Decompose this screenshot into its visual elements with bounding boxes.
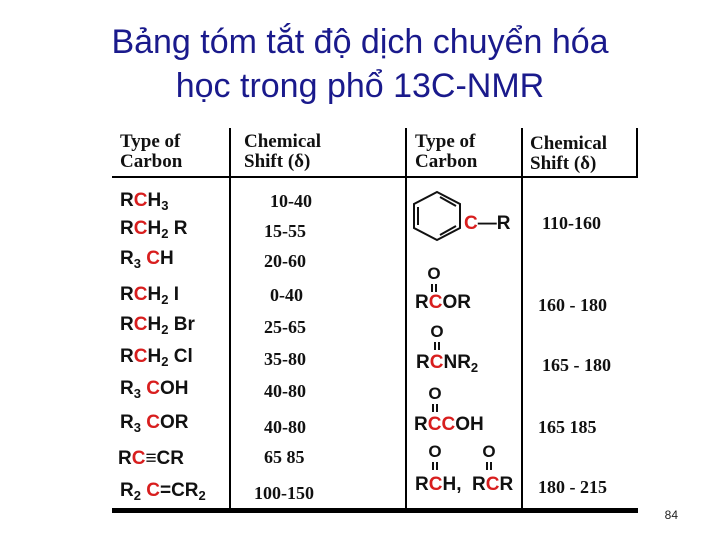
structure-rch2cl: $RCH_2$ Cl	[120, 346, 193, 369]
header-right-type	[415, 132, 477, 172]
shift-value: 15-55	[264, 221, 306, 241]
structure-rch2r: $RCH_2$ R	[120, 218, 188, 241]
shift-value: 35-80	[264, 349, 306, 369]
shift-value: 65 85	[264, 447, 305, 467]
header-right-type-line1: Type of	[415, 131, 476, 152]
oxygen-label: O	[430, 322, 444, 341]
structure-aromatic: C—R	[464, 213, 511, 234]
structure-aldehyde-ketone: RCH, RCR	[415, 474, 514, 495]
double-bond-icon	[431, 284, 437, 292]
header-right-shift-line1: Chemical	[530, 133, 608, 154]
structure-rch2br: $RCH_2$ Br	[120, 314, 195, 337]
shift-value: 40-80	[264, 417, 306, 437]
structure-rccoh: RCCOH	[414, 414, 484, 435]
structure-rcnr2: $RCNR_2$	[416, 352, 479, 375]
structure-rcor: RCOR	[415, 292, 471, 313]
shift-value: 160 - 180	[538, 295, 607, 315]
double-bond-icon	[432, 462, 438, 470]
header-right-type-line2: Carbon	[415, 151, 478, 172]
header-right-shift-line2: Shift (δ)	[530, 153, 597, 174]
header-left-type-line1: Type of	[120, 131, 181, 152]
header-left-type	[120, 132, 182, 172]
shift-value: 10-40	[270, 191, 312, 211]
oxygen-label: O	[427, 264, 441, 283]
nmr-shift-table	[112, 128, 638, 520]
double-bond-icon	[486, 462, 492, 470]
shift-value: 0-40	[270, 285, 303, 305]
shift-value: 110-160	[542, 213, 602, 233]
shift-value: 100-150	[254, 483, 314, 503]
structure-r3cor: $R_3$ COR	[120, 412, 189, 435]
structure-rch3: $RCH_3$	[120, 190, 169, 213]
header-left-shift	[244, 132, 321, 172]
bottom-rule	[112, 508, 638, 513]
shift-value: 165 185	[538, 417, 597, 437]
oxygen-label: O	[482, 442, 496, 461]
slide-title	[0, 20, 720, 108]
structure-r3coh: $R_3$ COH	[120, 378, 189, 401]
header-right-shift	[530, 134, 607, 174]
shift-value: 25-65	[264, 317, 306, 337]
header-rule	[112, 176, 638, 178]
structure-rch2i: $RCH_2$ I	[120, 284, 179, 307]
shift-value: 180 - 215	[538, 477, 607, 497]
header-left-shift-line2: Shift (δ)	[244, 151, 311, 172]
column-divider-1	[229, 128, 231, 508]
structure-r3ch: $R_3$ CH	[120, 248, 174, 271]
column-divider-4	[636, 128, 638, 178]
shift-value: 165 - 180	[542, 355, 611, 375]
header-left-shift-line1: Chemical	[244, 131, 322, 152]
title-line-1: Bảng tóm tắt độ dịch chuyển hóa	[111, 23, 609, 61]
page-number: 84	[664, 508, 678, 522]
oxygen-label: O	[428, 442, 442, 461]
structure-r2ccr2: $R_2$ $C=CR_2$	[120, 480, 206, 503]
structure-rccr: RC≡CR	[118, 448, 184, 469]
shift-value: 40-80	[264, 381, 306, 401]
header-left-type-line2: Carbon	[120, 151, 183, 172]
title-line-2: học trong phổ 13C-NMR	[175, 67, 545, 105]
double-bond-icon	[432, 404, 438, 412]
oxygen-label: O	[428, 384, 442, 403]
shift-value: 20-60	[264, 251, 306, 271]
double-bond-icon	[434, 342, 440, 350]
